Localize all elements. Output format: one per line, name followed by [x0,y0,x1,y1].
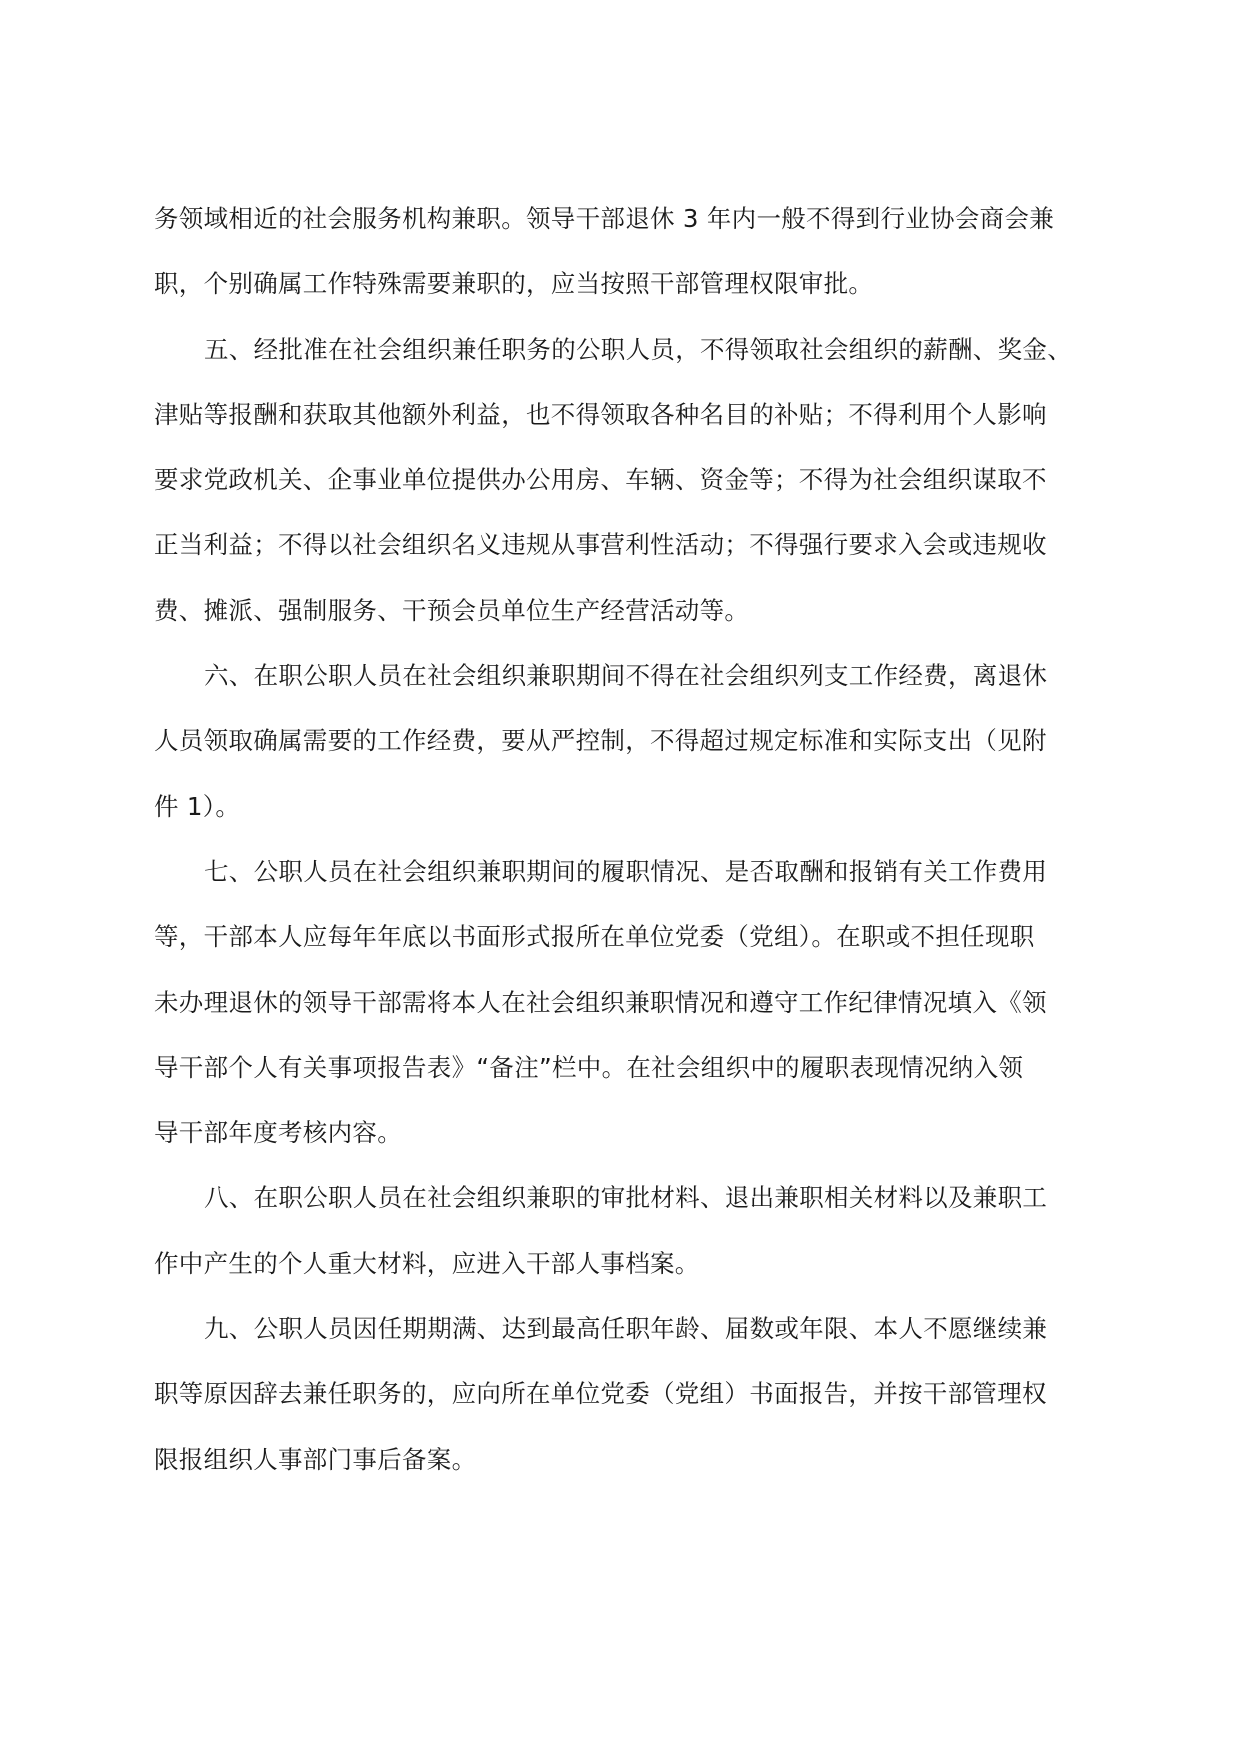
text-line: 费、摊派、强制服务、干预会员单位生产经营活动等。 [154,595,750,625]
text-line: 要求党政机关、企事业单位提供办公用房、车辆、资金等；不得为社会组织谋取不 [154,465,1047,495]
paragraph-9-start: 九、公职人员因任期期满、达到最高任职年龄、届数或年限、本人不愿继续兼 [204,1314,1048,1344]
text-line: 导干部年度考核内容。 [154,1118,402,1148]
text-line: 未办理退休的领导干部需将本人在社会组织兼职情况和遵守工作纪律情况填入《领 [154,987,1047,1017]
text-line: 津贴等报酬和获取其他额外利益，也不得领取各种名目的补贴；不得利用个人影响 [154,399,1047,429]
text-line: 职等原因辞去兼任职务的，应向所在单位党委（党组）书面报告，并按干部管理权 [154,1379,1047,1409]
paragraph-7-start: 七、公职人员在社会组织兼职期间的履职情况、是否取酬和报销有关工作费用 [204,856,1048,886]
paragraph-6-start: 六、在职公职人员在社会组织兼职期间不得在社会组织列支工作经费，离退休 [204,661,1048,691]
document-body [154,186,1072,1492]
text-line: 正当利益；不得以社会组织名义违规从事营利性活动；不得强行要求入会或违规收 [154,530,1047,560]
text-line: 导干部个人有关事项报告表》“备注”栏中。在社会组织中的履职表现情况纳入领 [154,1052,1024,1082]
text-line: 作中产生的个人重大材料，应进入干部人事档案。 [154,1248,700,1278]
text-line: 务领域相近的社会服务机构兼职。领导干部退休 3 年内一般不得到行业协会商会兼 [154,204,1055,233]
text-line: 人员领取确属需要的工作经费，要从严控制，不得超过规定标准和实际支出（见附 [154,726,1047,756]
text-line: 职，个别确属工作特殊需要兼职的，应当按照干部管理权限审批。 [154,269,874,299]
paragraph-8-start: 八、在职公职人员在社会组织兼职的审批材料、退出兼职相关材料以及兼职工 [204,1183,1048,1213]
text-line: 件 1）。 [154,791,241,821]
paragraph-5-start: 五、经批准在社会组织兼任职务的公职人员，不得领取社会组织的薪酬、奖金、 [204,334,1072,364]
text-line: 等，干部本人应每年年底以书面形式报所在单位党委（党组）。在职或不担任现职 [154,922,1035,952]
text-line: 限报组织人事部门事后备案。 [154,1444,477,1474]
